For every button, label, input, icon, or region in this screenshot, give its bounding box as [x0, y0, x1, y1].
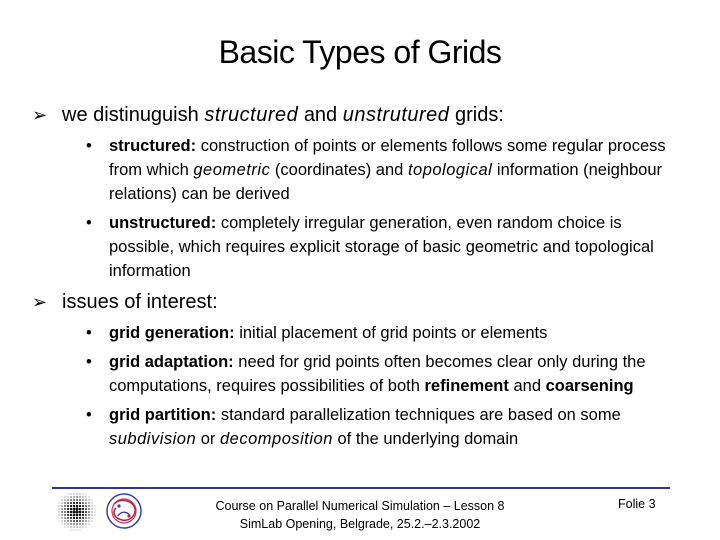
structured-text-3: information (neighbour relations) can be derived — [109, 161, 663, 203]
grid-partition-text-1: standard parallelization techniques are based on some — [220, 406, 621, 424]
grid-adaptation-text: need for grid points often becomes clear only during the computations, requires possibilities of both — [109, 353, 646, 395]
bullet1-pre: we distinuguish — [62, 104, 199, 126]
term-grid-adaptation: grid adaptation: — [109, 353, 234, 371]
grid-partition-or: or — [200, 430, 216, 448]
grid-partition-text-2: of the underlying domain — [337, 430, 519, 448]
grid-adaptation-and: and — [513, 377, 541, 395]
structured-text-2: (coordinates) and — [274, 161, 404, 179]
bullet1-post: grids: — [454, 104, 504, 126]
footer-course: Course on Parallel Numerical Simulation – Lesson 8 — [215, 499, 505, 513]
bullet-issues — [32, 291, 218, 314]
em-topological: topological — [407, 161, 493, 179]
bullet2-text: issues of interest: — [62, 291, 218, 313]
logo-dot — [71, 494, 72, 495]
em-geometric: geometric — [193, 161, 271, 179]
logo-dot — [68, 494, 69, 495]
grid-generation-text: initial placement of grid points or elements — [239, 324, 548, 342]
issues-list — [86, 321, 686, 456]
term-unstructured: unstructured: — [109, 214, 217, 232]
footer-divider — [52, 487, 670, 489]
grid-types-list — [86, 134, 686, 288]
em-subdivision: subdivision — [109, 430, 197, 448]
structured-text-1: construction of points or elements follows some regular process from which — [109, 137, 666, 179]
arrow-bullet-icon: ➢ — [32, 292, 48, 312]
bullet1-em-structured: structured — [204, 104, 299, 126]
logo-dot — [74, 494, 75, 495]
slide-title: Basic Types of Grids — [218, 34, 502, 70]
term-structured: structured: — [109, 137, 197, 155]
logo-dot — [80, 494, 81, 495]
list-item-grid-adaptation — [86, 350, 686, 398]
bullet1-em-unstructured: unstrutured — [342, 104, 450, 126]
footer-text — [0, 497, 720, 533]
term-grid-generation: grid generation: — [109, 324, 235, 342]
list-item-unstructured — [86, 211, 686, 283]
list-item-structured — [86, 134, 686, 206]
bullet1-mid: and — [303, 104, 338, 126]
footer-event: SimLab Opening, Belgrade, 25.2.–2.3.2002 — [239, 517, 481, 531]
term-grid-partition: grid partition: — [109, 406, 217, 424]
page-number: Folie 3 — [618, 497, 656, 511]
term-refinement: refinement — [424, 377, 509, 395]
em-decomposition: decomposition — [220, 430, 333, 448]
term-coarsening: coarsening — [545, 377, 634, 395]
logo-dot — [86, 494, 87, 495]
list-item-grid-partition — [86, 403, 686, 451]
logo-dot — [77, 494, 78, 495]
bullet-distinguish — [32, 104, 504, 127]
logo-dot — [83, 494, 84, 495]
arrow-bullet-icon: ➢ — [32, 105, 48, 125]
list-item-grid-generation — [86, 321, 686, 345]
unstructured-text: completely irregular generation, even random choice is possible, which requires explicit storage of basic geometric and topological information — [109, 214, 654, 280]
